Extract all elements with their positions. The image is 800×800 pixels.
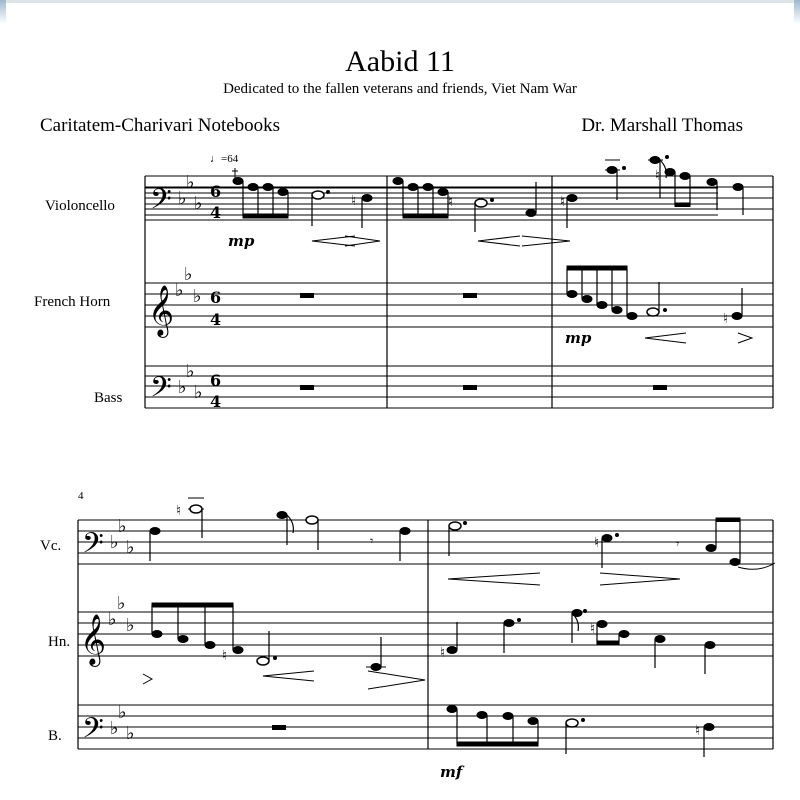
natural-icon: ♮ [222,648,228,664]
instrument-short-b: B. [48,728,62,744]
flat-icon: ♭ [117,593,126,614]
vc-m3-notes [560,156,743,229]
tempo-value: =64 [221,153,239,165]
vc-m5-notes [449,518,775,569]
hairpin-vc-m1 [312,236,380,246]
flat-icon: ♭ [178,188,187,209]
vc-m2-notes [393,178,536,233]
key-signature-sys2 [108,516,135,744]
natural-icon: ♮ [560,194,566,210]
flat-icon: ♭ [186,361,195,382]
score-title: Aabid 11 [345,45,455,78]
flat-icon: ♭ [126,537,135,558]
flat-icon: ♭ [178,377,187,398]
flat-icon: ♭ [194,382,203,403]
dynamic-vc-m1: mp [228,232,255,250]
flat-icon: ♭ [184,264,193,285]
key-signature-hn [175,264,202,307]
treble-clef-icon: 𝄞 [80,614,107,665]
natural-icon: ♮ [594,535,600,551]
time-signature [210,182,221,411]
flat-icon: ♭ [118,702,127,723]
instrument-short-hn: Hn. [48,634,71,650]
time-sig-den: 4 [210,310,222,329]
time-sig-den: 4 [210,392,222,411]
time-sig-num: 6 [210,182,222,201]
bass-clef-icon: 𝄢 [82,712,104,752]
natural-icon: ♮ [440,645,446,661]
staff-hn-sys2 [78,612,773,656]
system1-barlines [145,176,773,408]
score-subtitle: Dedicated to the fallen veterans and friends, Viet Nam War [223,81,577,97]
time-sig-num: 6 [210,371,222,390]
flat-icon: ♭ [194,193,203,214]
hairpin-vc-m5 [448,573,680,585]
time-sig-num: 6 [210,288,222,307]
staff-vc-sys2 [78,520,773,564]
publisher-label: Caritatem-Charivari Notebooks [40,115,281,136]
flat-icon: ♭ [175,280,184,301]
hairpin-hn-m4 [263,671,425,689]
flat-icon: ♭ [126,723,135,744]
natural-icon: ♮ [590,621,596,637]
composer-label: Dr. Marshall Thomas [581,115,743,136]
instrument-name-bass: Bass [94,390,123,406]
bass-clef-icon: 𝄢 [150,183,172,223]
natural-icon: ♮ [176,503,182,519]
hairpin-vc-m2 [478,236,570,246]
natural-icon: ♮ [655,168,661,184]
instrument-short-vc: Vc. [40,538,62,554]
flat-icon: ♭ [186,172,195,193]
staff-bass-sys2 [78,705,773,749]
time-sig-den: 4 [210,203,222,222]
flat-icon: ♭ [108,609,117,630]
hairpin-hn-m3 [645,333,752,343]
hn-m5-notes [440,610,715,675]
flat-icon: ♭ [126,615,135,636]
flat-icon: ♭ [110,718,119,739]
dynamic-bass-m5: mf [440,763,463,781]
natural-icon: ♮ [723,311,729,327]
staff-violoncello [145,188,718,215]
treble-clef-icon: 𝄞 [148,285,175,336]
svg-text:𝄾: 𝄾 [676,537,680,551]
instrument-name-violoncello: Violoncello [45,198,115,214]
vc-m4-notes [150,498,410,561]
bass-clef-icon: 𝄢 [150,371,172,411]
rest-icon [272,725,286,730]
svg-text:𝄾: 𝄾 [370,534,374,548]
natural-icon: ♮ [448,194,454,210]
quarter-note-icon: ♩ [210,153,221,165]
instrument-name-french-horn: French Horn [34,294,111,310]
hn-m3-notes [567,266,742,327]
dynamic-hn-m3: mp [565,329,592,347]
staff-french-horn [145,283,773,327]
flat-icon: ♭ [118,516,127,537]
flat-icon: ♭ [193,286,202,307]
measure-number: 4 [78,490,84,502]
natural-icon: ♮ [351,193,357,209]
bass-clef-icon: 𝄢 [82,527,104,567]
staff-bass [145,366,773,408]
hn-m4-notes [143,603,386,684]
natural-icon: ♮ [695,723,701,739]
flat-icon: ♭ [110,532,119,553]
